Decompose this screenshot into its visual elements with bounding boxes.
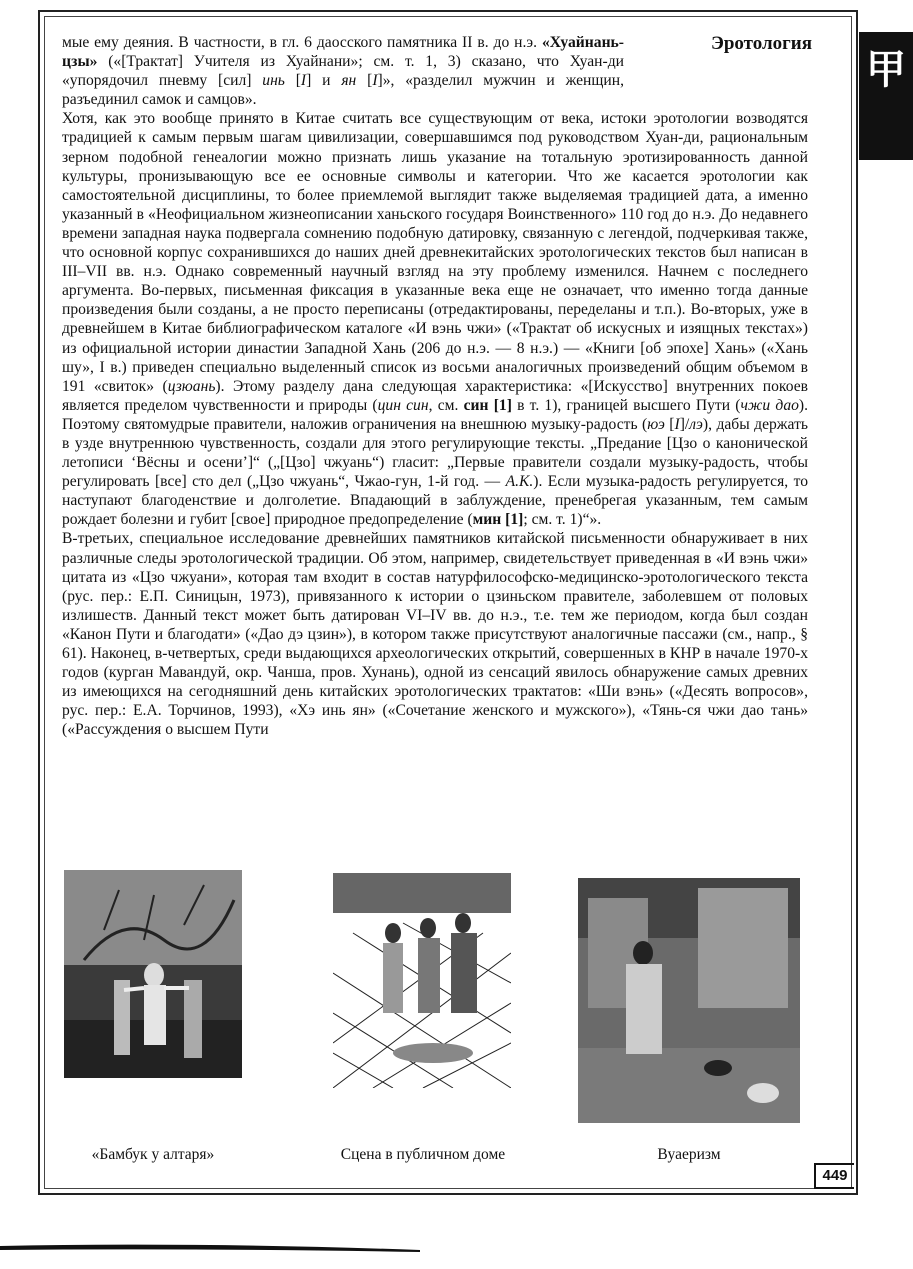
text-run: ; см. т. 1)“». <box>523 511 602 529</box>
paragraph <box>62 109 808 529</box>
figure-voyeurism <box>578 878 800 1123</box>
text-run: ] и <box>306 72 342 90</box>
text-run: цзюань <box>167 377 216 395</box>
figure-bamboo-altar <box>64 870 242 1078</box>
page-number: 449 <box>814 1163 854 1189</box>
text-run: [ <box>664 415 675 433</box>
text-run: [ <box>356 72 373 90</box>
text-run: ). Этому разделу дана следующая характеристика: «[Искусство] внутренних покоев является пределом чувственности и природы ( <box>62 377 808 414</box>
text-run: I <box>300 72 307 90</box>
paragraph <box>62 529 808 739</box>
text-run: мин [1] <box>472 511 524 529</box>
text-run: лэ <box>689 415 703 433</box>
text-run: , см. <box>428 396 464 414</box>
text-run: ). Если музыка-радость регулируется, то наступают благоденствие и долголетие. Впадающий в заблуждение, пренебрегая указанным, тем самым рождает болезни и губит [свое] природное предопределение ( <box>62 473 808 529</box>
section-tab-glyph: 甲 <box>866 47 906 92</box>
text-run: I <box>674 415 680 433</box>
text-run: в т. 1), границей высшего Пути ( <box>511 396 741 414</box>
text-run: («[Трактат] Учителя из Хуайнани»; см. т. 1, 3) сказано, что Хуан-ди «упорядочил пневму [сил] <box>62 53 624 90</box>
article-text <box>62 33 808 739</box>
section-tab <box>859 32 913 160</box>
text-run: «Хуайнань-цзы» <box>62 34 624 71</box>
text-run: В-третьих, специальное исследование древнейших памятников китайской письменности обнаруживает в них различные следы эротологической традиции. Об этом, например, свидетельствует приведенная в «И вэнь чжи» цитата из «Цзо чжуани», которая там входит в состав натурфилософско-медицинско-эротологического текста (рус. пер.: Е.П. Синицын, 1973), привязанного к истории о цзиньском правителе, заболевшем от половых излишеств. Данный текст может быть датирован VI–IV вв. до н.э., т.е. тем же периодом, когда был создан «Канон Пути и благодати» («Дао дэ цзин»), в котором также присутствуют аналогичные пассажи (см., напр., § 61). Наконец, в-четвертых, среди выдающихся археологических открытий, совершенных в КНР в начале 1970-х годов (курган Мавандуй, окр. Чанша, пров. Хунань), одной из сенсаций явилось обнаружение самых древних из имеющихся на сегодняшний день китайских эротологических трактатов: «Ши вэнь» («Десять вопросов», рус. пер.: Е.А. Торчинов, 1993), «Хэ инь ян» («Сочетание женского и мужского»), «Тянь-ся чжи дао тань» («Рассуждения о высшем Пути <box>62 530 808 739</box>
text-run: I <box>372 72 378 90</box>
figure-caption: «Бамбук у алтаря» <box>91 1146 215 1163</box>
text-run: ]/ <box>679 415 690 433</box>
text-run: ). Поэтому святомудрые правители, наложив ограничения на внешнюю музыку-радость ( <box>62 396 809 433</box>
text-run: [ <box>284 72 301 90</box>
figure-caption: Вуаеризм <box>657 1146 721 1163</box>
figure-caption: Сцена в публичном доме <box>340 1146 506 1163</box>
text-run: син [1] <box>463 396 512 414</box>
text-run: чжи дао <box>740 396 799 414</box>
text-run: ), дабы держать в узде внутреннюю чувственность, создали для этого регулирующие тексты. „Предание [Цзо о канонической летописи ‘Вёсны и осени’]“ („[Цзо] чжуань“) гласит: „Первые правители создали музыку-радость, чтобы регулировать [все] сто дел („Цзо чжуань“, Чжао-гун, 1-й год. — <box>62 415 809 491</box>
text-run: инь <box>262 72 285 90</box>
text-run: ]», «разделил мужчин и женщин, разъединил самок и самцов». <box>62 72 624 109</box>
text-run: цин син <box>377 396 429 414</box>
text-run: А.К. <box>505 473 534 491</box>
text-run: мые ему деяния. В частности, в гл. 6 даосского памятника II в. до н.э. <box>62 34 542 51</box>
text-run: юэ <box>647 415 665 433</box>
figure-brothel-scene <box>333 873 511 1088</box>
section-heading: Эротология <box>710 33 812 54</box>
text-run: Хотя, как это вообще принято в Китае считать все существующим от века, истоки эротологии возводятся традицией к самым первым шагам цивилизации, совершавшимся под руководством Хуан-ди, рациональным зерном подобной генеалогии можно признать лишь указание на тотальную эротизированность данной культуры, пронизывающую все ее основные символы и категории. Что же касается эротологии как самостоятельной дисциплины, то более приемлемой выглядит также выделяемая традицией дата, а именно указанный в «Неофициальном жизнеописании ханьского государя Воинственного» 110 год до н.э. До недавнего времени западная наука подвергала сомнению подобную датировку, связанную с легендой, подчеркивая также, что основной корпус сохранившихся до наших дней древнекитайских эротологических текстов был написан в III–VII вв. н.э. Однако современный научный взгляд на эту проблему изменился. Начнем с последнего аргумента. Во-первых, письменная фиксация в указанные века еще не означает, что именно тогда данные произведения были созданы, а не просто переписаны (отредактированы, переделаны и т.п.). Во-вторых, уже в древнейшем в Китае библиографическом каталоге «И вэнь чжи» («Трактат об искусных и изящных текстах») из официальной истории династии Западной Хань (206 до н.э. — 8 н.э.) — «Книги [об эпохе] Хань» («Хань шу», I в.) приведен специально выделенный список из восьми аналогичных произведений общим объемом в 191 «свиток» ( <box>62 110 808 395</box>
text-run: ян <box>341 72 357 90</box>
decorative-stroke <box>0 1240 420 1254</box>
paragraph <box>62 33 624 109</box>
